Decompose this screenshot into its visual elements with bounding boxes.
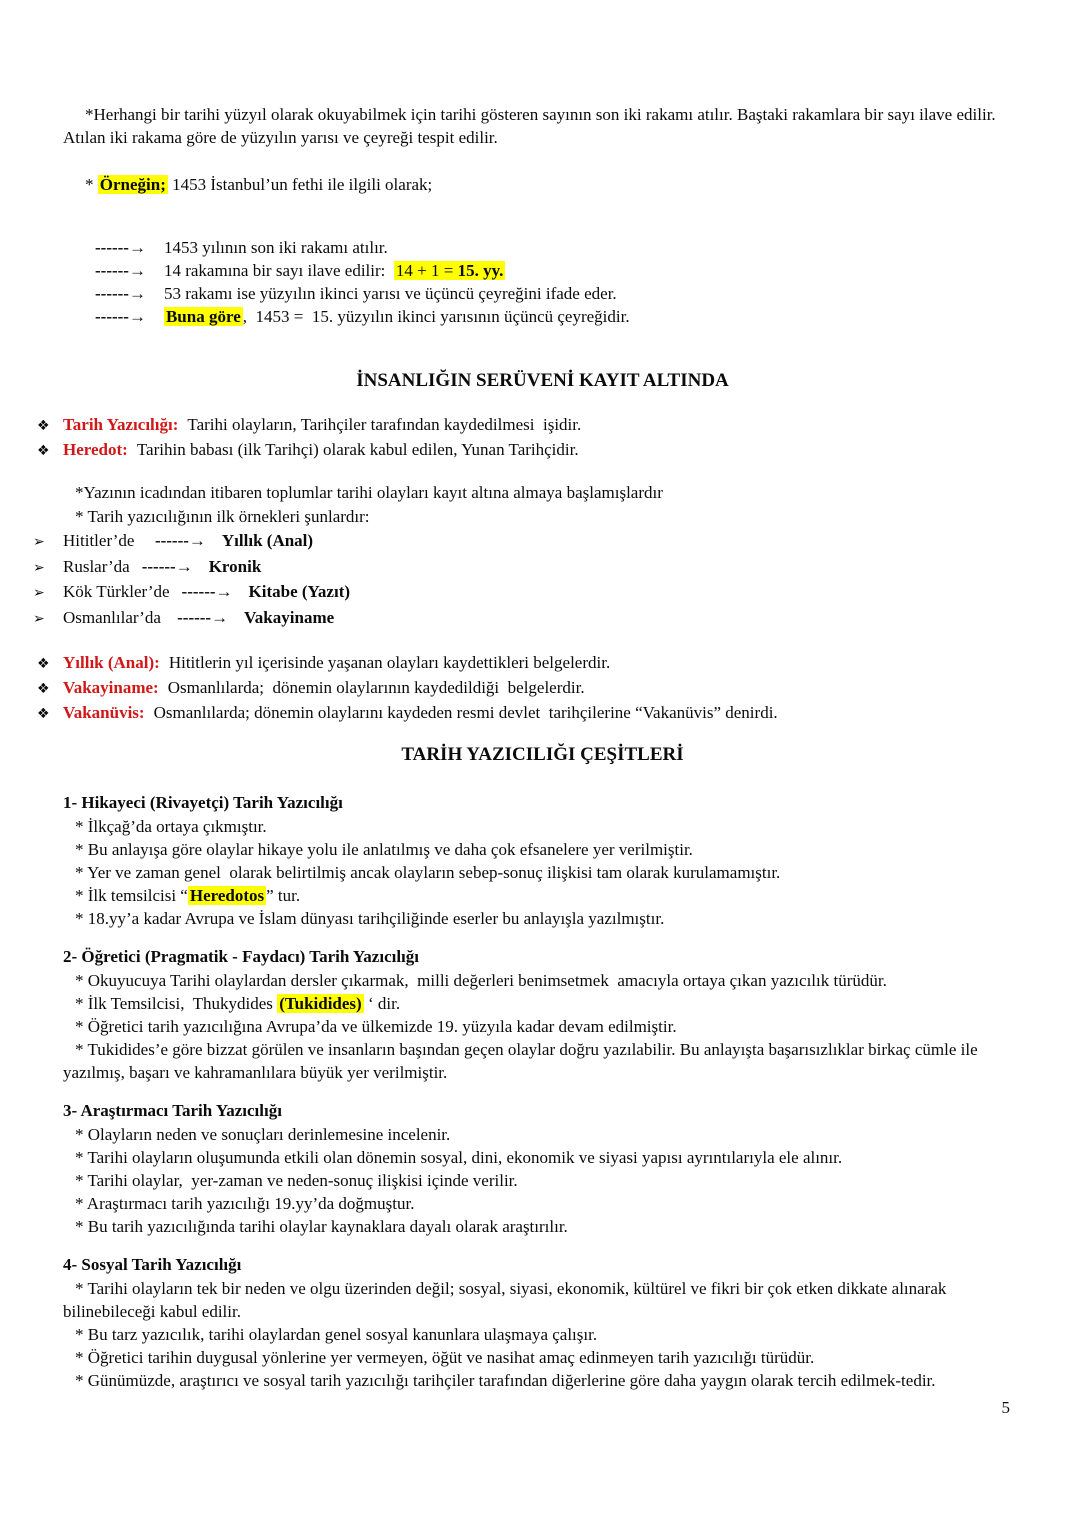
bullet-line: * Öğretici tarih yazıcılığına Avrupa’da ve ülkemizde 19. yüzyıla kadar devam edilmiştir. bbox=[75, 1017, 677, 1036]
definition-label: Vakayiname: bbox=[63, 678, 159, 697]
ornegin-line bbox=[63, 173, 1022, 196]
definition-text: Tarihi olayların, Tarihçiler tarafından kaydedilmesi işidir. bbox=[187, 415, 582, 434]
diamond-bullet-icon: ❖ bbox=[37, 681, 50, 697]
subsection-hikayeci bbox=[63, 791, 1022, 930]
subsection-arastirmaci bbox=[63, 1099, 1022, 1238]
subsection-sosyal bbox=[63, 1253, 1022, 1392]
history-writing-example-row bbox=[33, 580, 1022, 606]
notes-block bbox=[63, 481, 1022, 529]
ornegin-rest: 1453 İstanbul’un fethi ile ilgili olarak; bbox=[167, 175, 433, 194]
bullet-line: * Bu anlayışa göre olaylar hikaye yolu ile anlatılmış ve daha çok efsanelere yer verilmiştir. bbox=[75, 840, 693, 859]
subsection-heading-2: 2- Öğretici (Pragmatik - Faydacı) Tarih Yazıcılığı bbox=[63, 947, 420, 966]
arrowhead-bullet-icon: ➢ bbox=[33, 585, 45, 601]
example-place: Osmanlılar’da bbox=[63, 607, 166, 627]
dashed-arrow-icon: ------→ bbox=[95, 284, 146, 303]
example-form: Kitabe (Yazıt) bbox=[248, 582, 351, 601]
history-writing-examples bbox=[33, 529, 1022, 631]
line-post: ” tur. bbox=[266, 886, 301, 905]
example-form: Yıllık (Anal) bbox=[221, 531, 314, 550]
bullet-line: * Tarihi olaylar, yer-zaman ve neden-sonuç ilişkisi içinde verilir. bbox=[75, 1171, 518, 1190]
century-rule-paragraph: *Herhangi bir tarihi yüzyıl olarak okuyabilmek için tarihi gösteren sayının son iki rakamı atılır. Baştaki rakamlara bir sayı ilave edilir. Atılan iki rakama göre de yüzyılın yarısı ve çeyreği tespit edilir. bbox=[63, 105, 999, 147]
definition-label: Heredot: bbox=[63, 440, 128, 459]
step-text: , 1453 = 15. yüzyılın ikinci yarısının üçüncü çeyreğidir. bbox=[242, 307, 630, 326]
history-writing-example-row bbox=[33, 606, 1022, 632]
definitions-block-1 bbox=[37, 413, 1022, 463]
line-pre: * İlk Temsilcisi, Thukydides bbox=[75, 994, 278, 1013]
bullet-line: * Bu tarih yazıcılığında tarihi olaylar kaynaklara dayalı olarak araştırılır. bbox=[75, 1217, 568, 1236]
subsection-heading-3: 3- Araştırmacı Tarih Yazıcılığı bbox=[63, 1101, 282, 1120]
section-title-cesitleri: TARİH YAZICILIĞI ÇEŞİTLERİ bbox=[401, 744, 684, 765]
bullet-line: * Günümüzde, araştırıcı ve sosyal tarih yazıcılığı tarihçiler tarafından diğerlerine göre daha yaygın olarak tercih edilmek-tedir. bbox=[75, 1371, 936, 1390]
definition-label: Yıllık (Anal): bbox=[63, 653, 160, 672]
example-step bbox=[63, 305, 1022, 328]
history-writing-example-row bbox=[33, 555, 1022, 581]
diamond-bullet-icon: ❖ bbox=[37, 706, 50, 722]
definition-label: Tarih Yazıcılığı: bbox=[63, 415, 179, 434]
section-title-kayit-altinda: İNSANLIĞIN SERÜVENİ KAYIT ALTINDA bbox=[356, 370, 729, 391]
definition-tarih-yaziciligi bbox=[37, 413, 1022, 438]
subsection-heading-4: 4- Sosyal Tarih Yazıcılığı bbox=[63, 1255, 242, 1274]
definitions-block-2 bbox=[37, 651, 1022, 726]
bullet-line: * Tarihi olayların tek bir neden ve olgu üzerinden değil; sosyal, siyasi, ekonomik, kültürel ve fikri bir çok etken dikkate alınarak bilinebileceği kabul edilir. bbox=[63, 1279, 951, 1321]
bullet-line: * 18.yy’a kadar Avrupa ve İslam dünyası tarihçiliğinde eserler bu anlayışla yazılmıştır. bbox=[75, 909, 665, 928]
dashed-arrow-icon: ------→ bbox=[95, 238, 146, 257]
definition-vakanuvis bbox=[37, 701, 1022, 726]
example-form: Kronik bbox=[208, 556, 262, 576]
dashed-arrow-icon: ------→ bbox=[181, 582, 233, 601]
ornegin-highlight: Örneğin; bbox=[99, 175, 166, 194]
note-line: * Tarih yazıcılığının ilk örnekleri şunlardır: bbox=[75, 507, 370, 526]
tukidides-highlight: (Tukidides) bbox=[279, 994, 362, 1013]
bullet-line: * Tarihi olayların oluşumunda etkili olan dönemin sosyal, dini, ekonomik ve siyasi yapısı ayrıntılarıyla ele alınır. bbox=[75, 1148, 843, 1167]
history-writing-example-row bbox=[33, 529, 1022, 555]
arrowhead-bullet-icon: ➢ bbox=[33, 610, 45, 627]
example-step bbox=[63, 259, 1022, 282]
buna-gore-highlight: Buna göre bbox=[165, 307, 241, 326]
example-form: Vakayiname bbox=[244, 607, 335, 627]
definition-label: Vakanüvis: bbox=[63, 703, 145, 722]
bullet-line: * Bu tarz yazıcılık, tarihi olaylardan genel sosyal kanunlara ulaşmaya çalışır. bbox=[75, 1325, 598, 1344]
diamond-bullet-icon: ❖ bbox=[37, 443, 50, 459]
line-pre: * İlk temsilcisi “ bbox=[75, 886, 188, 905]
subsection-ogretici bbox=[63, 945, 1022, 1084]
dashed-arrow-icon: ------→ bbox=[177, 607, 229, 627]
page-number: 5 bbox=[1001, 1398, 1010, 1417]
note-line: *Yazının icadından itibaren toplumlar tarihi olayları kayıt altına almaya başlamışlardır bbox=[75, 483, 663, 502]
bullet-line: * Öğretici tarihin duygusal yönlerine yer vermeyen, öğüt ve nasihat amaç edinmeyen tarih yazıcılığı türüdür. bbox=[75, 1348, 815, 1367]
definition-text: Osmanlılarda; dönemin olaylarını kaydeden resmi devlet tarihçilerine “Vakanüvis” denirdi. bbox=[153, 703, 778, 722]
dashed-arrow-icon: ------→ bbox=[154, 531, 206, 550]
bullet-line: * Araştırmacı tarih yazıcılığı 19.yy’da doğmuştur. bbox=[75, 1194, 415, 1213]
definition-vakayiname bbox=[37, 676, 1022, 701]
bullet-line-heredotos bbox=[63, 884, 1022, 907]
step-text: 1453 yılının son iki rakamı atılır. bbox=[163, 238, 388, 257]
definition-text: Hititlerin yıl içerisinde yaşanan olayları kaydettikleri belgelerdir. bbox=[168, 653, 611, 672]
step-text: 53 rakamı ise yüzyılın ikinci yarısı ve üçüncü çeyreğini ifade eder. bbox=[163, 284, 617, 303]
bullet-line: * Olayların neden ve sonuçları derinlemesine incelenir. bbox=[75, 1125, 451, 1144]
definition-yillik bbox=[37, 651, 1022, 676]
bullet-line: * Yer ve zaman genel olarak belirtilmiş ancak olayların sebep-sonuç ilişkisi tam olarak kurulamamıştır. bbox=[75, 863, 781, 882]
example-place: Kök Türkler’de bbox=[63, 582, 170, 601]
definition-heredot bbox=[37, 438, 1022, 463]
bullet-line: * İlkçağ’da ortaya çıkmıştır. bbox=[75, 817, 267, 836]
bullet-line: * Tukidides’e göre bizzat görülen ve insanların başından geçen olaylar doğru yazılabilir. Bu anlayışta başarısızlıklar birkaç cümle ile yazılmış, başarı ve kahramanlılara büyük yer verilmiştir. bbox=[63, 1040, 982, 1082]
step-text-pre: 14 rakamına bir sayı ilave edilir: bbox=[163, 261, 394, 280]
example-step bbox=[63, 236, 1022, 259]
arrowhead-bullet-icon: ➢ bbox=[33, 534, 45, 550]
bullet-line-tukidides bbox=[63, 992, 1022, 1015]
bullet-line: * Okuyucuya Tarihi olaylardan dersler çıkarmak, milli değerleri benimsetmek amacıyla ortaya çıkan yazıcılık türüdür. bbox=[75, 971, 887, 990]
subsection-heading-1: 1- Hikayeci (Rivayetçi) Tarih Yazıcılığı bbox=[63, 793, 343, 812]
diamond-bullet-icon: ❖ bbox=[37, 656, 50, 672]
dashed-arrow-icon: ------→ bbox=[141, 556, 193, 576]
definition-text: Tarihin babası (ilk Tarihçi) olarak kabul edilen, Yunan Tarihçidir. bbox=[136, 440, 579, 459]
dashed-arrow-icon: ------→ bbox=[95, 307, 146, 326]
calculation-highlight bbox=[394, 261, 506, 280]
example-step bbox=[63, 282, 1022, 305]
calc-normal: 14 + 1 = bbox=[395, 261, 458, 280]
calc-bold: 15. yy. bbox=[457, 261, 504, 280]
star-marker: * bbox=[85, 175, 98, 194]
arrowhead-bullet-icon: ➢ bbox=[33, 559, 45, 576]
heredotos-highlight: Heredotos bbox=[189, 886, 265, 905]
example-place: Hititler’de bbox=[63, 531, 143, 550]
example-place: Ruslar’da bbox=[63, 556, 130, 576]
definition-text: Osmanlılarda; dönemin olaylarının kaydedildiği belgelerdir. bbox=[167, 678, 585, 697]
line-post: ‘ dir. bbox=[363, 994, 401, 1013]
dashed-arrow-icon: ------→ bbox=[95, 261, 146, 280]
diamond-bullet-icon: ❖ bbox=[37, 418, 50, 434]
example-steps bbox=[63, 236, 1022, 328]
